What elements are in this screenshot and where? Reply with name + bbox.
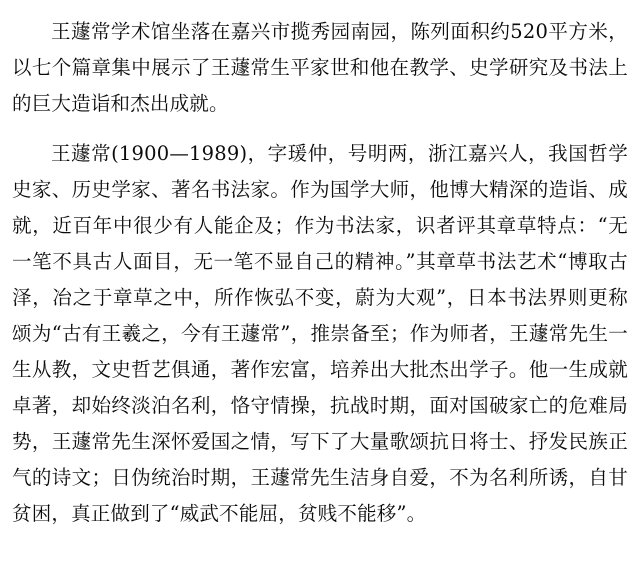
paragraph-museum-intro: 王蘧常学术馆坐落在嘉兴市揽秀园南园，陈列面积约520平方米，以七个篇章集中展示了王蘧常生平家世和他在教学、史学研究及书法上的巨大造诣和杰出成就。 [12, 20, 628, 115]
paragraph-biography: 王蘧常(1900—1989)，字瑗仲，号明两，浙江嘉兴人，我国哲学史家、历史学家、著名书法家。作为国学大师，他博大精深的造诣、成就，近百年中很少有人能企及；作为书法家，识者评其章草特点：“无一笔不具古人面目，无一笔不显自己的精神。”其章草书法艺术“博取古泽，冶之于章草之中，所作恢弘不变，蔚为大观”，日本书法界则更称颂为“古有王羲之，今有王蘧常”，推崇备至；作为师者，王蘧常先生一生从教，文史哲艺俱通，著作宏富，培养出大批杰出学子。他一生成就卓著，却始终淡泊名利，恪守情操，抗战时期，面对国破家亡的危难局势，王蘧常先生深怀爱国之情，写下了大量歌颂抗日将士、抒发民族正气的诗文；日伪统治时期，王蘧常先生洁身自爱，不为名利所诱，自甘贫困，真正做到了“威武不能屈，贫贱不能移”。 [12, 142, 628, 525]
